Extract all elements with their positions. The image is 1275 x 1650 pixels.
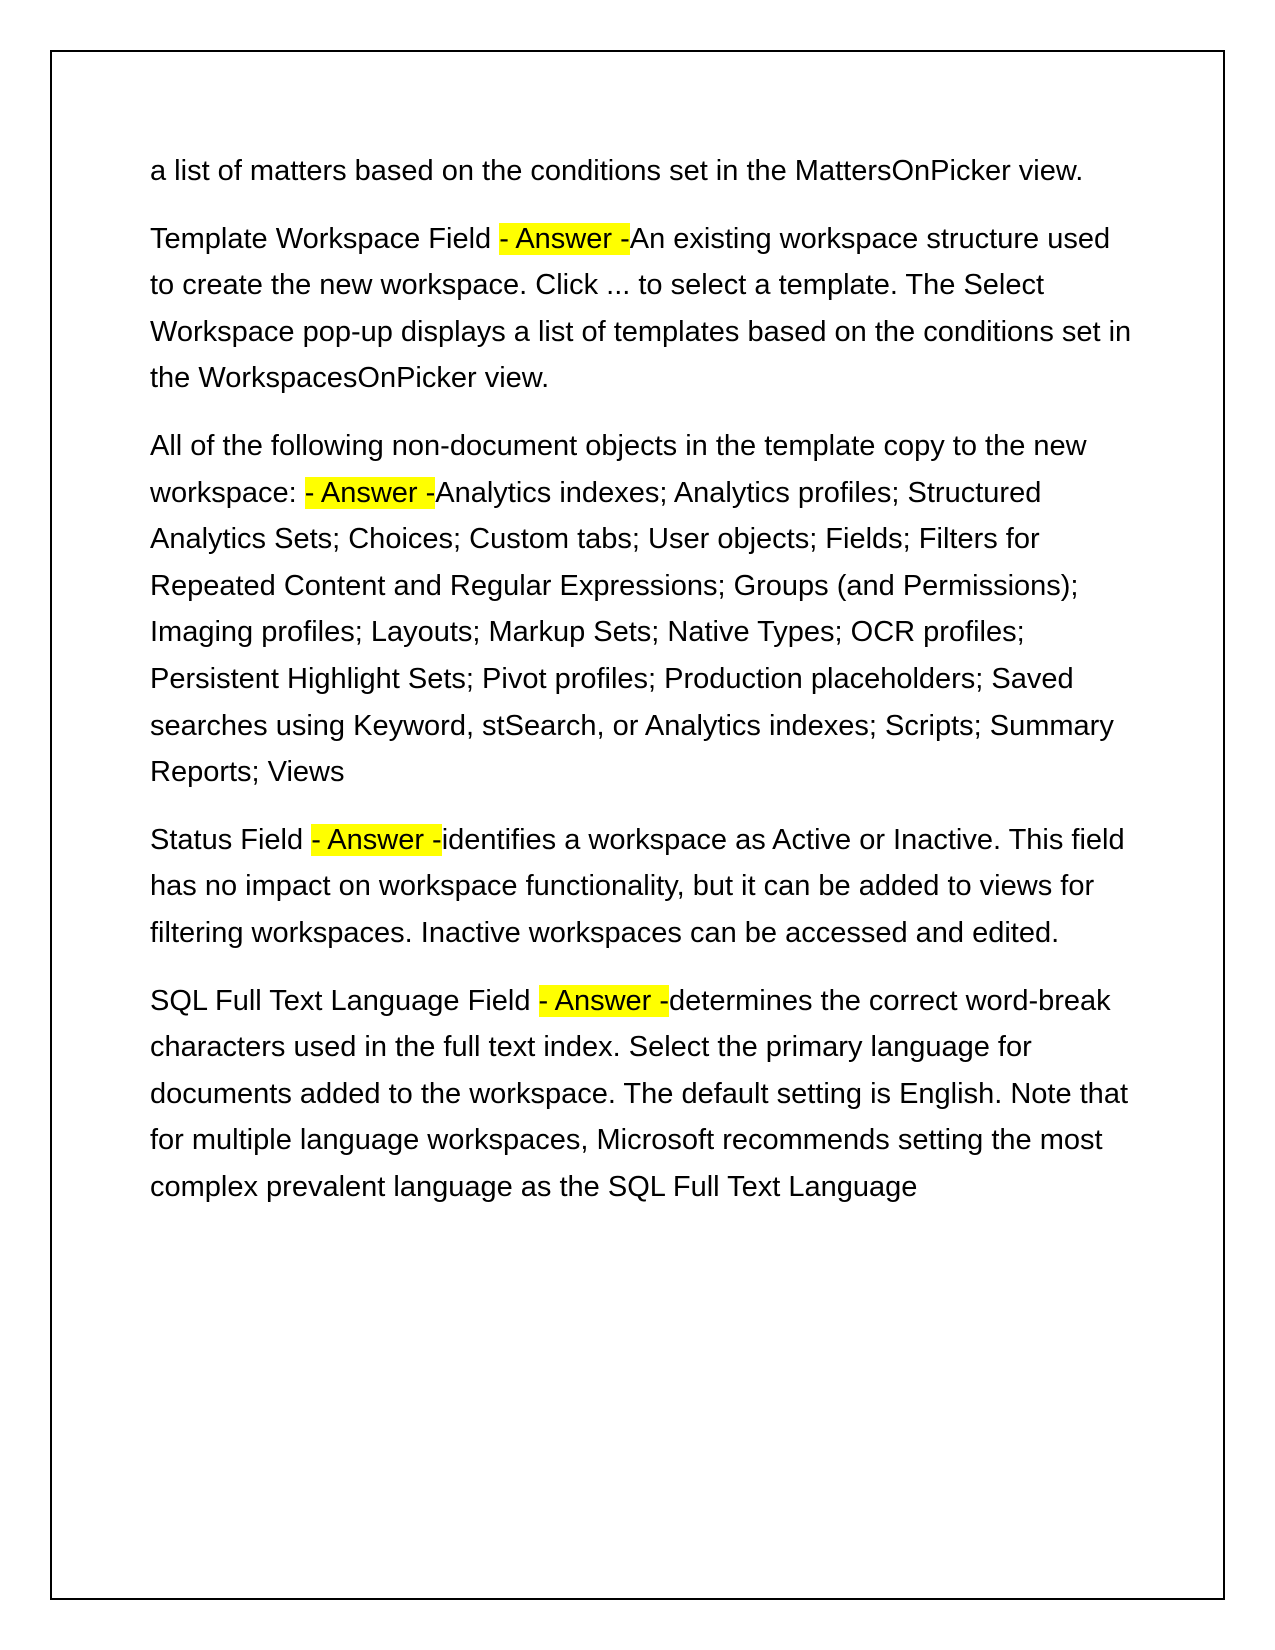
term-label: SQL Full Text Language Field [150,984,539,1017]
answer-highlight: - Answer - [499,222,630,255]
paragraph-text: a list of matters based on the conditions set in the MattersOnPicker view. [150,155,1084,187]
term-label: Template Workspace Field [150,222,500,255]
answer-highlight: - Answer - [304,476,436,509]
answer-text: determines the correct word-break characters used in the full text index. Select the primary language for documents added to the workspace. The default setting is English. Note that for multiple language workspaces, Microsoft recommends setting the most complex prevalent language as the SQL Full Text Language [150,984,1128,1203]
answer-highlight: - Answer - [538,984,670,1017]
document-body [150,148,1135,1231]
paragraph-non-document-objects [150,423,1135,796]
term-label: All of the following non-document objects in the template copy to the new workspace: [150,429,1087,509]
paragraph-status-field [150,817,1135,957]
paragraph-continuation [150,148,1135,195]
paragraph-template-workspace-field [150,216,1135,402]
paragraph-sql-full-text-language-field [150,978,1135,1211]
answer-text: identifies a workspace as Active or Inactive. This field has no impact on workspace functionality, but it can be added to views for filtering workspaces. Inactive workspaces can be accessed and edited. [150,823,1125,949]
answer-text: An existing workspace structure used to create the new workspace. Click ... to select a template. The Select Workspace pop-up displays a list of templates based on the conditions set in the WorkspacesOnPicker view. [150,222,1132,395]
answer-text: Analytics indexes; Analytics profiles; Structured Analytics Sets; Choices; Custom tabs; User objects; Fields; Filters for Repeated Content and Regular Expressions; Groups (and Permissions); Imaging profiles; Layouts; Markup Sets; Native Types; OCR profiles; Persistent Highlight Sets; Pivot profiles; Production placeholders; Saved searches using Keyword, stSearch, or Analytics indexes; Scripts; Summary Reports; Views [150,476,1114,789]
term-label: Status Field [150,823,312,856]
answer-highlight: - Answer - [311,823,442,856]
